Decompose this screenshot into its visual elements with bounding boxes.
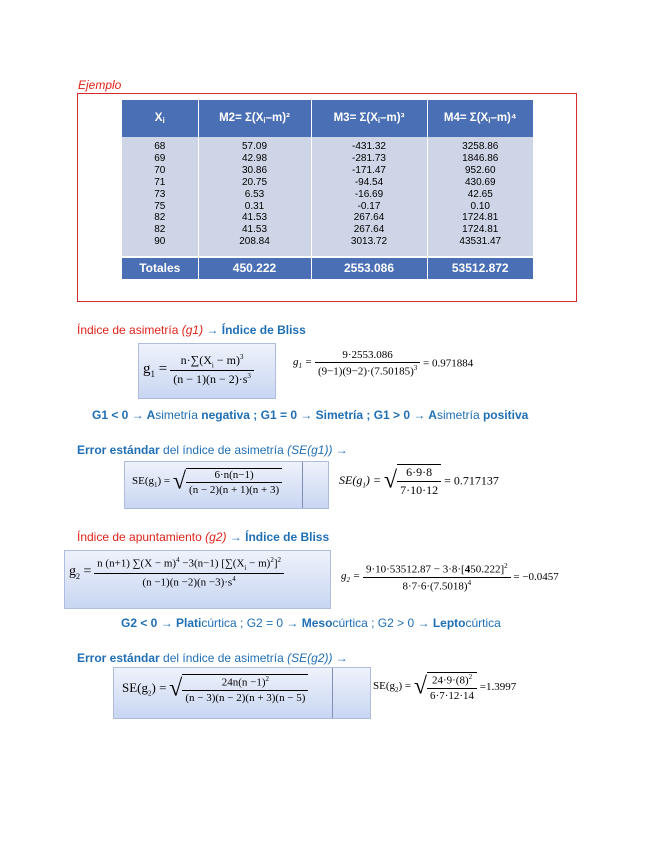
table-header-row: [122, 100, 533, 137]
table-cell: 1724.81: [462, 212, 499, 224]
table-cell: 267.64: [353, 224, 385, 236]
table-cell: 1724.81: [462, 224, 499, 236]
table-cell: 267.64: [353, 212, 385, 224]
header-m2: $M2= \Sigma(X_i-m)^2$: [198, 100, 311, 137]
se1-divider: [302, 462, 303, 508]
table-cell: 73: [154, 188, 166, 200]
table-cell: 20.75: [241, 176, 268, 188]
table-cell: 3258.86: [462, 141, 499, 152]
se2-divider: [332, 668, 333, 718]
table-cell: 952.60: [464, 164, 496, 176]
g2-formula-box: [64, 550, 331, 609]
totals-row: [122, 257, 533, 279]
g2-calculation: $g_2$ = $\frac{9\cdot 10\cdot 53512.87 - 3\cdot 8\cdot[450.222]^2}{8\cdot 7\cdot 6\cdot(7.5018)^4}$ = −0.0457: [341, 562, 559, 593]
g2-heading: Índice de apuntamiento (g2) → Índice de Bliss: [77, 530, 330, 544]
table-cell: 41.53: [241, 212, 268, 224]
table-cell: -16.69: [354, 188, 384, 200]
table-cell: -0.17: [357, 200, 381, 212]
table-body: [122, 137, 533, 257]
table-cell: 1846.86: [462, 152, 499, 164]
g1-interpretation: G1 < 0 → Asimetría negativa ; G1 = 0 → Simetría ; G1 > 0 → Asimetría positiva: [92, 408, 529, 422]
se2-calculation: $SE(g_2)$ = √ $\frac{24\cdot 9\cdot(8)^2}{6\cdot 7\cdot 12\cdot 14}$ =1.3997: [373, 673, 517, 702]
se2-formula-box: [113, 667, 371, 719]
data-table: [122, 100, 533, 279]
table-cell: 42.65: [467, 188, 493, 200]
example-label: Ejemplo: [78, 78, 122, 92]
se1-heading: Error estándar del índice de asimetría (SE(g1)) →: [77, 443, 348, 457]
table-cell: 6.53: [244, 188, 265, 200]
table-cell: 69: [154, 152, 166, 164]
g1-heading: Índice de asimetría (g1) → Índice de Bliss: [77, 323, 306, 337]
table-cell: 30.86: [241, 164, 268, 176]
table-cell: 90: [154, 236, 166, 248]
table-cell: 75: [154, 200, 166, 212]
se1-formula-box: [124, 461, 329, 509]
column-m3: [311, 137, 427, 257]
table-cell: 68: [154, 141, 166, 152]
se1-formula: $SE(g_1)$ = √ $\frac{6\cdot n(n-1)}{(n - 2)(n + 1)(n + 3)}$: [132, 468, 282, 496]
header-m3: $M3= \Sigma(X_i-m)^3$: [311, 100, 427, 137]
table-cell: 43531.47: [459, 236, 502, 248]
g2-formula: $g_2$ = $\frac{n (n+1) \sum(X - m)^4 -3(n-1) [\sum(X_i - m)^2]^2}{(n -1)(n -2)(n -3)\cdot s^4}$: [69, 556, 284, 589]
table-cell: 0.10: [470, 200, 490, 212]
column-m2: [198, 137, 311, 257]
table-cell: -171.47: [352, 164, 386, 176]
table-cell: 3013.72: [350, 236, 388, 248]
total-m2: 450.222: [198, 257, 311, 279]
g1-formula-box: [138, 343, 276, 399]
total-m3: 2553.086: [311, 257, 427, 279]
se2-formula: $SE(g_2)$ = √ $\frac{24n(n -1)^2}{(n - 3)(n - 2)(n + 3)(n - 5)}$: [122, 674, 308, 704]
g2-interpretation: G2 < 0 → Platicúrtica ; G2 = 0 → Mesocúrtica ; G2 > 0 → Leptocúrtica: [121, 616, 501, 630]
header-xi: $X_i$: [122, 100, 198, 137]
table-cell: 57.09: [241, 141, 268, 152]
table-cell: 42.98: [241, 152, 268, 164]
column-m4: [427, 137, 533, 257]
se2-heading: Error estándar del índice de asimetría (SE(g2)) →: [77, 651, 348, 665]
se1-calculation: $SE(g_1)$ = √ $\frac{6\cdot 9\cdot 8}{7\cdot 10\cdot 12}$ = 0.717137: [339, 465, 499, 497]
table-cell: 71: [154, 176, 166, 188]
table-cell: 82: [154, 224, 166, 236]
table-cell: 82: [154, 212, 166, 224]
table-cell: 41.53: [241, 224, 268, 236]
g1-calculation: $g_1$ = $\frac{9\cdot 2553.086}{(9-1)(9-2)\cdot(7.50185)^3}$ = 0.971884: [293, 349, 474, 378]
totals-label: Totales: [122, 257, 198, 279]
table-cell: 70: [154, 164, 166, 176]
g1-formula: $g_1$ = $\frac{n\cdot\sum(X_i - m)^3}{(n - 1)(n - 2)\cdot s^3}$: [143, 353, 254, 387]
column-xi: [122, 137, 198, 257]
total-m4: 53512.872: [427, 257, 533, 279]
table-cell: 0.31: [244, 200, 265, 212]
table-cell: 208.84: [239, 236, 270, 248]
table-cell: -94.54: [354, 176, 384, 188]
table-cell: -431.32: [352, 141, 386, 152]
header-m4: $M4= \Sigma(X_i-m)^4$: [427, 100, 533, 137]
table-cell: 430.69: [464, 176, 496, 188]
table-cell: -281.73: [352, 152, 386, 164]
